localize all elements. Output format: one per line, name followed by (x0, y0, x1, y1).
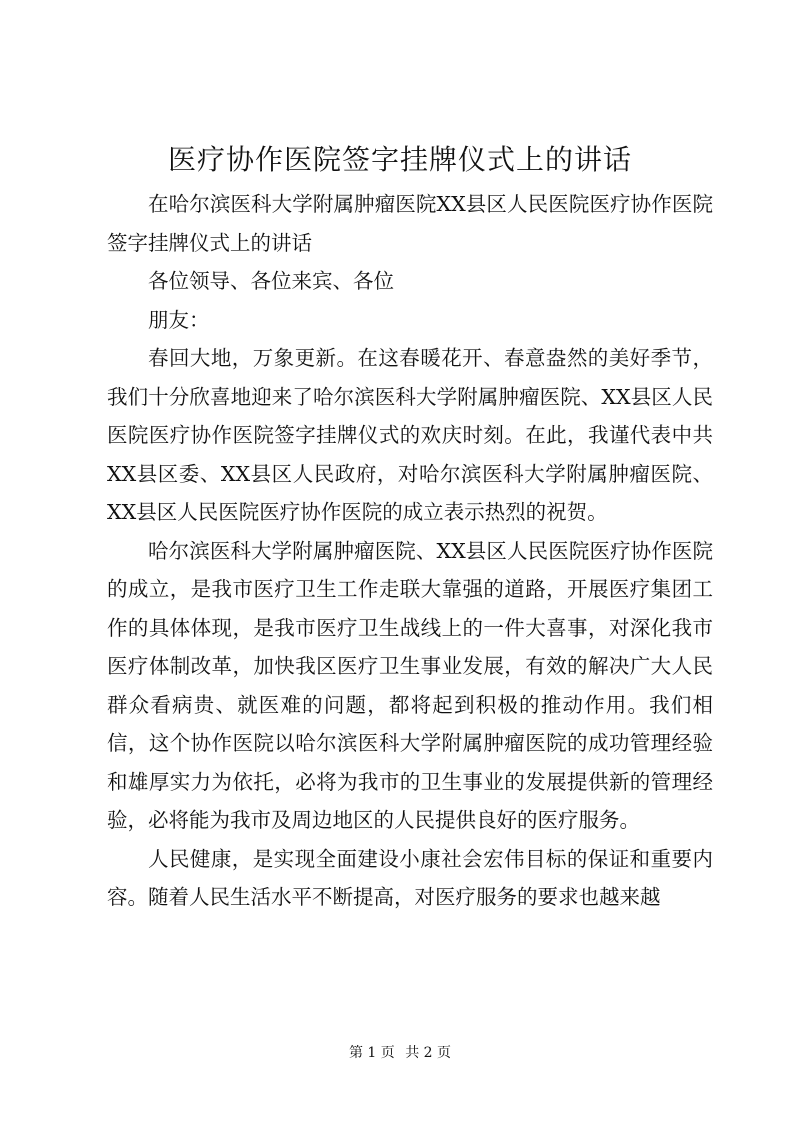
document-body (107, 185, 713, 917)
document-title: 医疗协作医院签字挂牌仪式上的讲话 (167, 143, 632, 176)
paragraph-congratulations: 春回大地，万象更新。在这春暖花开、春意盎然的美好季节，我们十分欣喜地迎来了哈尔滨医科大学附属肿瘤医院、XX县区人民医院医疗协作医院签字挂牌仪式的欢庆时刻。在此，我谨代表中共XX县区委、XX县区人民政府，对哈尔滨医科大学附属肿瘤医院、XX县区人民医院医疗协作医院的成立表示热烈的祝贺。 (107, 346, 713, 524)
paragraph-heading-line: 在哈尔滨医科大学附属肿瘤医院XX县区人民医院医疗协作医院签字挂牌仪式上的讲话 (107, 192, 713, 255)
paragraph-significance: 哈尔滨医科大学附属肿瘤医院、XX县区人民医院医疗协作医院的成立，是我市医疗卫生工作走联大靠强的道路，开展医疗集团工作的具体体现，是我市医疗卫生战线上的一件大喜事，对深化我市医疗体制改革，加快我区医疗卫生事业发展，有效的解决广大人民群众看病贵、就医难的问题，都将起到积极的推动作用。我们相信，这个协作医院以哈尔滨医科大学附属肿瘤医院的成功管理经验和雄厚实力为依托，必将为我市的卫生事业的发展提供新的管理经验，必将能为我市及周边地区的人民提供良好的医疗服务。 (107, 538, 713, 832)
page-number: 第 1 页 (348, 1045, 395, 1061)
page-footer (0, 1043, 800, 1063)
paragraph-health: 人民健康，是实现全面建设小康社会宏伟目标的保证和重要内容。随着人民生活水平不断提高，对医疗服务的要求也越来越 (107, 846, 713, 909)
page-total: 共 2 页 (405, 1045, 452, 1061)
paragraph-salutation-continued: 朋友： (148, 307, 210, 332)
paragraph-salutation: 各位领导、各位来宾、各位 (148, 269, 394, 293)
